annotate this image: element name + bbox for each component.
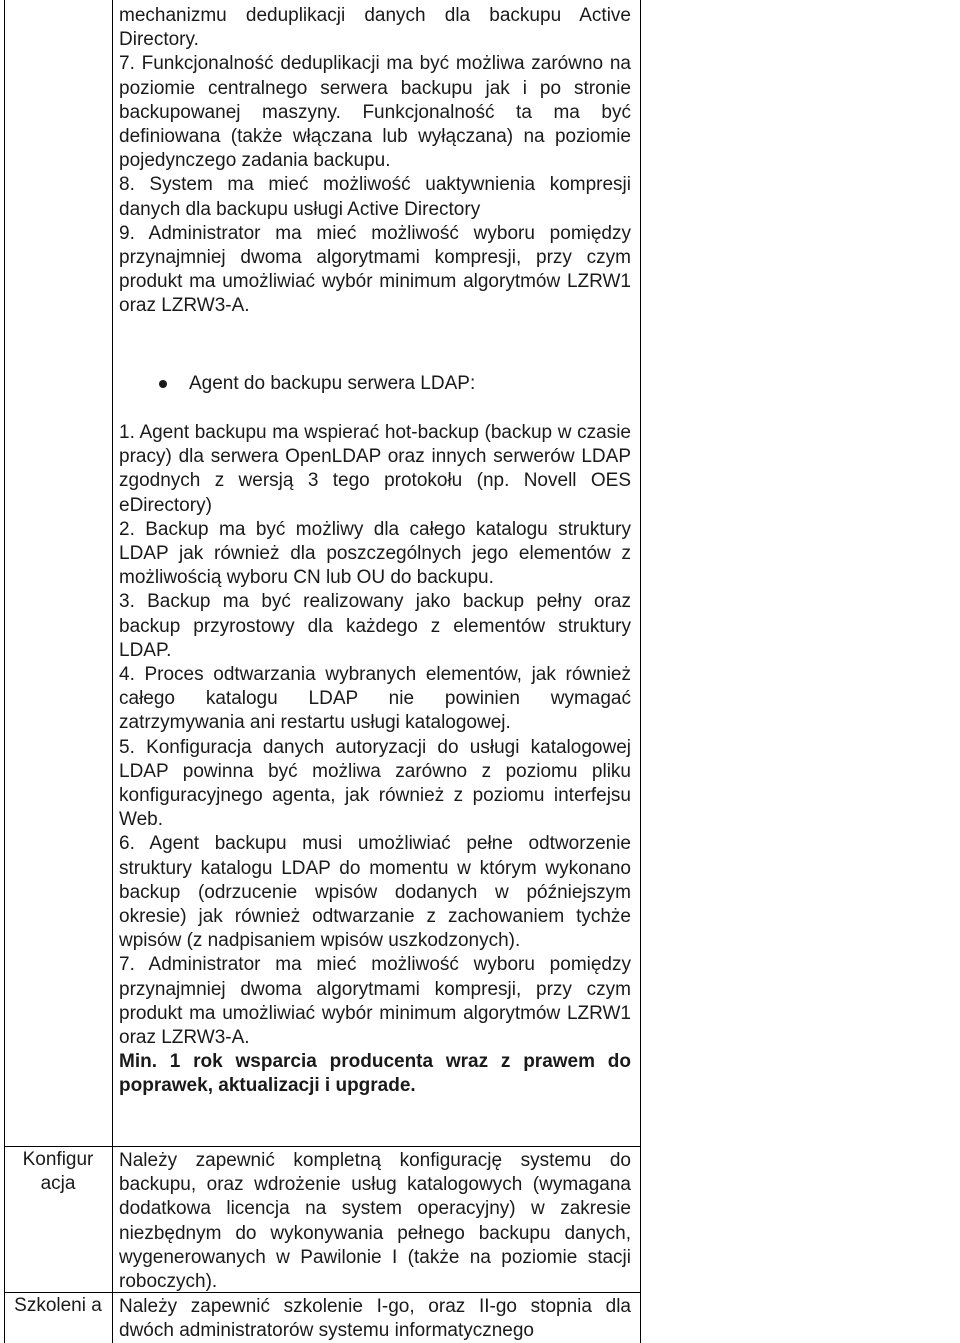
- training-cell: [119, 1295, 631, 1343]
- list-item: 6. Agent backupu musi umożliwiać pełne odtworzenie struktury katalogu LDAP do momentu w którym wykonano backup (odrzucenie wpisów dodanych w późniejszym okresie) jak również odtwarzanie z zachowaniem tychże wpisów (z nadpisaniem wpisów uszkodzonych).: [119, 833, 631, 952]
- table-row-divider: [4, 1146, 641, 1147]
- paragraph: Należy zapewnić kompletną konfigurację systemu do backupu, oraz wdrożenie usług katalogowych (wymagana dodatkowa licencja na system operacyjny) w zakresie niezbędnym do wykonywania pełnego backupu danych, wygenerowanych w Pawilonie I (także na poziomie stacji roboczych).: [119, 1150, 631, 1293]
- support-requirement: Min. 1 rok wsparcia producenta wraz z prawem do poprawek, aktualizacji i upgrade.: [119, 1051, 631, 1097]
- row-label: Szkoleni a: [14, 1295, 102, 1316]
- list-item: 2. Backup ma być możliwy dla całego katalogu struktury LDAP jak również dla poszczególnych jego elementów z możliwością wyboru CN lub OU do backupu.: [119, 518, 631, 589]
- bullet-label: Agent do backupu serwera LDAP:: [189, 373, 476, 394]
- ldap-requirements: [119, 421, 631, 1099]
- table-border-left: [4, 0, 5, 1343]
- paragraph: mechanizmu deduplikacji danych dla backupu Active Directory.: [119, 5, 631, 51]
- requirements-cell: [119, 4, 631, 319]
- paragraph: 9. Administrator ma mieć możliwość wyboru pomiędzy przynajmniej dwoma algorytmami kompresji, przy czym produkt ma umożliwiać wybór minimum algorytmów LZRW1 oraz LZRW3-A.: [119, 222, 631, 317]
- paragraph: 7. Funkcjonalność deduplikacji ma być możliwa zarówno na poziomie centralnego serwera backupu jak i po stronie backupowanej maszyny. Funkcjonalność ta ma być definiowana (także włączana lub wyłączana) na poziomie pojedynczego zadania backupu.: [119, 53, 631, 172]
- bullet-icon: [159, 380, 167, 388]
- table-border-right: [640, 0, 641, 1343]
- bullet-section: [119, 372, 631, 396]
- list-item: 1. Agent backupu ma wspierać hot-backup (backup w czasie pracy) dla serwera OpenLDAP oraz innych serwerów LDAP zgodnych z wersją 3 tego protokołu (np. Novell OES eDirectory): [119, 422, 631, 516]
- list-item: 4. Proces odtwarzania wybranych elementów, jak również całego katalogu LDAP nie powinien wymagać zatrzymywania ani restartu usługi katalogowej.: [119, 664, 631, 734]
- row-label: Konfigur acja: [22, 1149, 94, 1194]
- configuration-cell: [119, 1149, 631, 1294]
- table-column-divider: [112, 0, 113, 1343]
- paragraph: 8. System ma mieć możliwość uaktywnienia kompresji danych dla backupu usługi Active Directory: [119, 174, 631, 220]
- paragraph: Należy zapewnić szkolenie I-go, oraz II-go stopnia dla dwóch administratorów systemu informatycznego: [119, 1296, 631, 1342]
- list-item: 3. Backup ma być realizowany jako backup pełny oraz backup przyrostowy dla każdego z elementów struktury LDAP.: [119, 591, 631, 661]
- list-item: 5. Konfiguracja danych autoryzacji do usługi katalogowej LDAP powinna być możliwa zarówno z poziomu pliku konfiguracyjnego agenta, jak również z poziomu interfejsu Web.: [119, 736, 631, 831]
- list-item: 7. Administrator ma mieć możliwość wyboru pomiędzy przynajmniej dwoma algorytmami kompresji, przy czym produkt ma umożliwiać wybór minimum algorytmów LZRW1 oraz LZRW3-A.: [119, 954, 631, 1049]
- bullet-item: [119, 372, 631, 396]
